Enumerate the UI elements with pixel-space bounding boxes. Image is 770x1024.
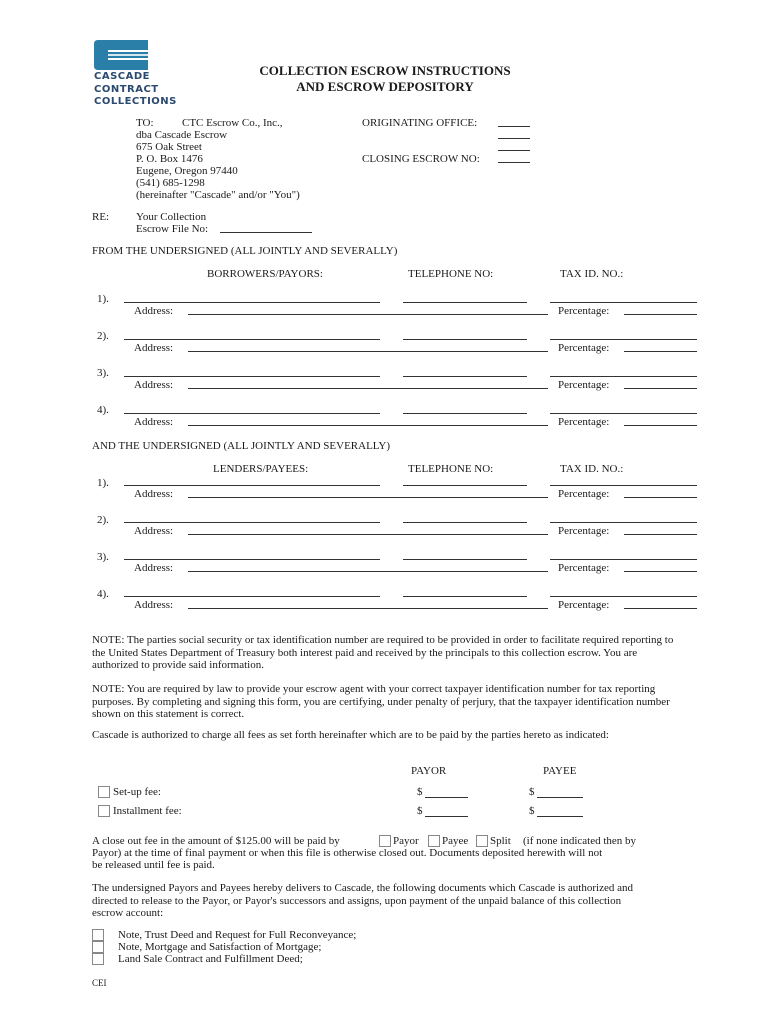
to-phone: (541) 685-1298 (136, 177, 205, 189)
fees-intro: Cascade is authorized to charge all fees as set forth hereinafter which are to be paid by the parties hereto as indicated: (92, 729, 609, 741)
party-percentage-field[interactable] (624, 314, 697, 315)
party-percentage-label: Percentage: (558, 562, 610, 574)
party-percentage-field[interactable] (624, 497, 697, 498)
party-phone-field[interactable] (403, 339, 527, 340)
party-address-label: Address: (134, 342, 174, 354)
title-line-2: AND ESCROW DEPOSITORY (296, 79, 474, 94)
company-logo (92, 40, 177, 110)
to-street: 675 Oak Street (136, 141, 202, 153)
closeout-payor-label: Payor (393, 835, 419, 847)
closing-escrow-label: CLOSING ESCROW NO: (362, 153, 480, 165)
party-address-field[interactable] (188, 608, 548, 609)
party-row-number: 1). (97, 293, 109, 305)
installment-fee-payor-field[interactable] (425, 816, 468, 817)
party-address-field[interactable] (188, 425, 548, 426)
document-item-mortgage: Note, Mortgage and Satisfaction of Mortgage; (118, 941, 322, 953)
setup-fee-payor-field[interactable] (425, 797, 468, 798)
party-percentage-field[interactable] (624, 534, 697, 535)
party-address-field[interactable] (188, 497, 548, 498)
to-company: CTC Escrow Co., Inc., (182, 117, 283, 129)
borrowers-col-phone: TELEPHONE NO: (408, 268, 494, 280)
party-address-field[interactable] (188, 571, 548, 572)
party-percentage-label: Percentage: (558, 342, 610, 354)
document-item-land-sale: Land Sale Contract and Fulfillment Deed; (118, 953, 303, 965)
installment-fee-label: Installment fee: (113, 805, 182, 817)
borrowers-col-taxid: TAX ID. NO.: (560, 268, 624, 280)
party-taxid-field[interactable] (550, 485, 697, 486)
party-name-field[interactable] (124, 596, 380, 597)
party-taxid-field[interactable] (550, 339, 697, 340)
cascade-logo-icon (94, 40, 148, 70)
party-row-number: 3). (97, 551, 109, 563)
party-row-number: 2). (97, 330, 109, 342)
party-row-number: 4). (97, 588, 109, 600)
party-row-number: 2). (97, 514, 109, 526)
party-percentage-field[interactable] (624, 571, 697, 572)
to-label: TO: (136, 117, 154, 129)
party-phone-field[interactable] (403, 559, 527, 560)
party-taxid-field[interactable] (550, 302, 697, 303)
party-taxid-field[interactable] (550, 413, 697, 414)
note-taxpayer-certification: NOTE: You are required by law to provide your escrow agent with your correct taxpayer identification number for tax reporting purposes. By completing and signing this form, you are certifying, under penalty of perjury, that the taxpayer identification number shown on this statement is correct. (92, 683, 670, 720)
party-address-label: Address: (134, 525, 174, 537)
document-item-trust-deed: Note, Trust Deed and Request for Full Reconveyance; (118, 929, 357, 941)
party-taxid-field[interactable] (550, 596, 697, 597)
document-checkbox-trust-deed[interactable] (92, 929, 104, 941)
party-name-field[interactable] (124, 339, 380, 340)
re-label: RE: (92, 211, 110, 223)
party-taxid-field[interactable] (550, 522, 697, 523)
party-name-field[interactable] (124, 302, 380, 303)
party-row-number: 1). (97, 477, 109, 489)
closeout-text-2: (if none indicated then by (523, 835, 637, 847)
party-address-label: Address: (134, 305, 174, 317)
title-line-1: COLLECTION ESCROW INSTRUCTIONS (259, 63, 511, 78)
lenders-col-name: LENDERS/PAYEES: (213, 463, 309, 475)
installment-fee-checkbox[interactable] (98, 805, 110, 817)
setup-fee-payor-dollar: $ (417, 786, 423, 798)
party-address-field[interactable] (188, 534, 548, 535)
party-percentage-label: Percentage: (558, 416, 610, 428)
party-percentage-field[interactable] (624, 388, 697, 389)
to-pobox: P. O. Box 1476 (136, 153, 203, 165)
setup-fee-payee-field[interactable] (537, 797, 583, 798)
party-phone-field[interactable] (403, 302, 527, 303)
party-address-label: Address: (134, 416, 174, 428)
lenders-col-phone: TELEPHONE NO: (408, 463, 494, 475)
lenders-heading: AND THE UNDERSIGNED (ALL JOINTLY AND SEVERALLY) (92, 440, 391, 452)
document-checkbox-land-sale[interactable] (92, 953, 104, 965)
setup-fee-checkbox[interactable] (98, 786, 110, 798)
closeout-payee-label: Payee (442, 835, 469, 847)
to-dba: dba Cascade Escrow (136, 129, 228, 141)
party-row-number: 3). (97, 367, 109, 379)
re-line-2: Escrow File No: (136, 223, 209, 235)
party-percentage-label: Percentage: (558, 488, 610, 500)
party-address-field[interactable] (188, 314, 548, 315)
form-title (185, 63, 585, 95)
party-phone-field[interactable] (403, 376, 527, 377)
originating-office-field[interactable] (498, 126, 530, 127)
form-code-footer: CEI (92, 978, 107, 988)
party-percentage-field[interactable] (624, 608, 697, 609)
closeout-payee-checkbox[interactable] (428, 835, 440, 847)
party-address-label: Address: (134, 599, 174, 611)
lenders-col-taxid: TAX ID. NO.: (560, 463, 624, 475)
originating-office-field-2[interactable] (498, 138, 530, 139)
note-tax-id: NOTE: The parties social security or tax identification number are required to be provided in order to facilitate required reporting to the United States Department of Treasury both interest paid and received by the principals to this collection escrow. You are authorized to provide said information. (92, 634, 674, 671)
logo-line-cascade: CASCADE (94, 71, 150, 82)
party-address-label: Address: (134, 488, 174, 500)
party-taxid-field[interactable] (550, 376, 697, 377)
closeout-split-checkbox[interactable] (476, 835, 488, 847)
party-address-field[interactable] (188, 351, 548, 352)
document-checkbox-mortgage[interactable] (92, 941, 104, 953)
to-city: Eugene, Oregon 97440 (136, 165, 238, 177)
to-hereinafter: (hereinafter "Cascade" and/or "You") (136, 189, 300, 201)
party-percentage-field[interactable] (624, 351, 697, 352)
closeout-text-1: A close out fee in the amount of $125.00 will be paid by (92, 835, 340, 847)
closeout-text-4: be released until fee is paid. (92, 859, 215, 871)
installment-fee-payee-field[interactable] (537, 816, 583, 817)
borrowers-col-name: BORROWERS/PAYORS: (207, 268, 323, 280)
party-name-field[interactable] (124, 413, 380, 414)
setup-fee-payee-dollar: $ (529, 786, 535, 798)
escrow-file-no-field[interactable] (220, 232, 312, 233)
party-row-number: 4). (97, 404, 109, 416)
party-taxid-field[interactable] (550, 559, 697, 560)
logo-line-contract: CONTRACT (94, 83, 159, 95)
party-name-field[interactable] (124, 376, 380, 377)
borrowers-heading: FROM THE UNDERSIGNED (ALL JOINTLY AND SEVERALLY) (92, 245, 398, 257)
setup-fee-label: Set-up fee: (113, 786, 161, 798)
closing-escrow-field[interactable] (498, 162, 530, 163)
party-percentage-label: Percentage: (558, 599, 610, 611)
party-percentage-label: Percentage: (558, 525, 610, 537)
party-phone-field[interactable] (403, 522, 527, 523)
closeout-text-3: Payor) at the time of final payment or when this file is otherwise closed out. Documents deposited herewith will not (92, 847, 603, 859)
fees-payee-header: PAYEE (543, 765, 577, 777)
party-name-field[interactable] (124, 522, 380, 523)
party-percentage-label: Percentage: (558, 379, 610, 391)
logo-line-collections: COLLECTIONS (94, 96, 177, 107)
originating-office-label: ORIGINATING OFFICE: (362, 117, 478, 129)
party-address-label: Address: (134, 562, 174, 574)
closeout-payor-checkbox[interactable] (379, 835, 391, 847)
party-address-field[interactable] (188, 388, 548, 389)
re-line-1: Your Collection (136, 211, 207, 223)
fees-payor-header: PAYOR (411, 765, 447, 777)
party-name-field[interactable] (124, 559, 380, 560)
party-name-field[interactable] (124, 485, 380, 486)
closeout-split-label: Split (490, 835, 511, 847)
party-percentage-label: Percentage: (558, 305, 610, 317)
installment-fee-payor-dollar: $ (417, 805, 423, 817)
party-phone-field[interactable] (403, 413, 527, 414)
documents-intro: The undersigned Payors and Payees hereby delivers to Cascade, the following documents which Cascade is authorized and directed to release to the Payor, or Payor's successors and assigns, upon payment of the unpaid balance of this collection escrow account: (92, 882, 633, 919)
party-percentage-field[interactable] (624, 425, 697, 426)
installment-fee-payee-dollar: $ (529, 805, 535, 817)
originating-office-field-3[interactable] (498, 150, 530, 151)
party-phone-field[interactable] (403, 485, 527, 486)
party-phone-field[interactable] (403, 596, 527, 597)
party-address-label: Address: (134, 379, 174, 391)
